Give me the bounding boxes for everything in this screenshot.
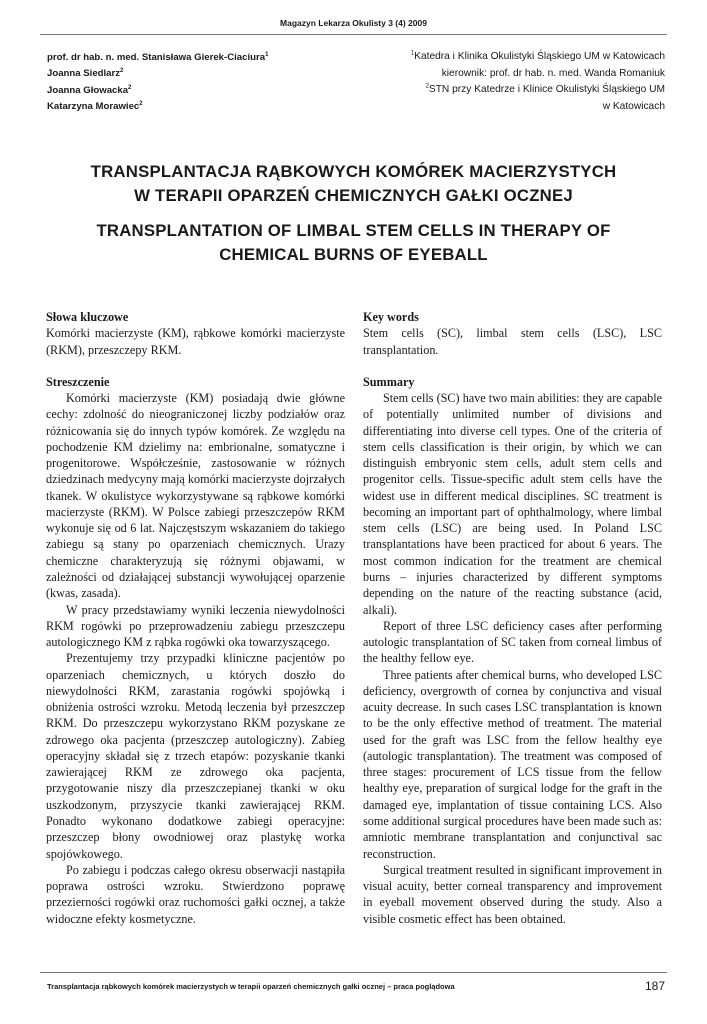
abstract-paragraph: Po zabiegu i podczas całego okresu obserwacji nastąpiła poprawa ostrości wzroku. Stwierdzono poprawę przezierności rogówki oraz ruchomości gałki ocznej, a także widoczne efekty kosmetyczne. [46, 862, 345, 926]
keywords-text: Stem cells (SC), limbal stem cells (LSC), LSC transplantation. [363, 326, 662, 357]
summary-paragraph: Stem cells (SC) have two main abilities: they are capable of potentially unlimited number of divisions and differentiating into diverse cell types. One of the criteria of stem cells classification is their origin, by which we can distinguish embryonic stem cells, adult stem cells and progenitor cells. Tissue-specific adult stem cells have the widest use in different medical disciplines. SC treatment is becoming an important part of ophthalmology, where limbal stem cells (LSC) are being used. In Poland LSC transplantations have been practiced for about 6 years. The most common indication for the treatment are chemical burns – injuries characterized by different symptoms depending on the nature of the reacting substance (acid, alkali). [363, 391, 662, 617]
column-english [363, 309, 662, 927]
affiliations [335, 49, 665, 115]
keywords-heading: Key words [363, 310, 419, 324]
journal-header: Magazyn Lekarza Okulisty 3 (4) 2009 [280, 18, 427, 28]
author-1 [47, 50, 347, 66]
author-sup: 2 [139, 100, 143, 107]
author-name: Joanna Siedlarz [47, 68, 121, 80]
abstract-paragraph: Komórki macierzyste (KM) posiadają dwie główne cechy: zdolność do nieograniczonej liczby podziałów oraz różnicowania się do innych typów komórek. Ze względu na pochodzenie KM dzielimy na: embrionalne, somatyczne i progenitorowe. Współcześnie, zastosowanie w różnych dziedzinach medycyny mają komórki macierzyste dojrzałych tkanek. W okulistyce wykorzystywane są rąbkowe komórki macierzyste (RKM). W Polsce zabiegi przeszczepów RKM wykonuje się od 6 lat. Najczęstszym wskazaniem do takiego zabiegu są stany po oparzeniach chemicznych. Urazy chemiczne charakteryzują się różnymi objawami, w zależności od działającej substancji wywołującej oparzenie (kwas, zasada). [46, 391, 345, 601]
keywords-heading: Słowa kluczowe [46, 310, 129, 324]
title-polish-line-1: TRANSPLANTACJA RĄBKOWYCH KOMÓREK MACIERZYSTYCH [90, 162, 617, 181]
header-divider [40, 34, 667, 35]
footer-divider [40, 972, 667, 973]
author-list [47, 50, 347, 115]
abstract-paragraph: W pracy przedstawiamy wyniki leczenia niewydolności RKM rogówki po przeprowadzeniu zabiegu przeszczepu autologicznego KM z rąbka rogówki oka towarzyszącego. [46, 602, 345, 650]
abstract-paragraph: Prezentujemy trzy przypadki kliniczne pacjentów po oparzeniach chemicznych, u których doszło do niewydolności RKM, zarastania rogówki spojówką i obniżenia ostrości wzroku. Metodą leczenia był przeszczep RKM. Do przeszczepu wykorzystano RKM pozyskane ze zdrowego oka pacjenta (przeszczep autologiczny). Zabieg operacyjny składał się z trzech etapów: pozyskanie tkanki zawierającej RKM ze zdrowego oka pacjenta, przygotowanie niszy dla przeszczepianej tkanki w oku uszkodzonym, przyszycie tkanki zawierającej RKM. Ponadto wykonano dodatkowe zabiegi operacyjne: przeszczep błony owodniowej oraz plastykę worka spojówkowego. [46, 651, 345, 861]
keywords-text: Komórki macierzyste (KM), rąbkowe komórki macierzyste (RKM), przeszczepy RKM. [46, 326, 345, 357]
abstract-heading: Streszczenie [46, 374, 110, 389]
summary-paragraph: Surgical treatment resulted in significant improvement in visual acuity, better corneal transparency and improvement in eyeball movement observed during the study. Also a visible cosmetic effect has been obtained. [363, 862, 662, 926]
summary-paragraph: Three patients after chemical burns, who developed LSC deficiency, overgrowth of cornea by conjunctiva and visual acuity decrease. In such cases LSC transplantation is known to be the only effective method of treatment. The material used for the graft was LSC from the fellow healthy eye (autologic transplantation). The treatment was composed of three stages: procurement of LCS tissue from the fellow healthy eye, preparation of surgical lodge for the graft in the damaged eye, implantation of tissue containing LCS. Also some additional surgical procedures have been made such as: amniotic membrane transplantation and conjunctival sac reconstruction. [363, 667, 662, 861]
affiliation-2-line-2: w Katowicach [602, 100, 665, 112]
author-name: Katarzyna Morawiec [47, 100, 140, 112]
author-name: prof. dr hab. n. med. Stanisława Gierek-Ciaciura [47, 52, 266, 63]
column-polish [46, 309, 345, 927]
author-name: Joanna Głowacka [47, 84, 129, 96]
running-title: Transplantacja rąbkowych komórek macierzystych w terapii oparzeń chemicznych gałki ocznej – praca poglądowa [47, 982, 455, 991]
title-english-line-2: CHEMICAL BURNS OF EYEBALL [219, 245, 488, 264]
author-4 [47, 99, 347, 115]
title-polish-line-2: W TERAPII OPARZEŃ CHEMICZNYCH GAŁKI OCZNEJ [134, 186, 573, 205]
affiliation-1-line-2: kierownik: prof. dr hab. n. med. Wanda Romaniuk [441, 67, 665, 79]
affiliation-sup: 1 [410, 50, 415, 57]
title-polish [0, 160, 707, 208]
summary-paragraph: Report of three LSC deficiency cases after performing autologic transplantation of SC taken from corneal limbus of the healthy fellow eye. [363, 618, 662, 666]
author-sup: 2 [120, 68, 124, 75]
affiliation-1-line-1: $^1$Katedra i Klinika Okulistyki Śląskiego UM w Katowicach [410, 50, 665, 62]
author-3 [47, 83, 347, 99]
author-sup: 2 [128, 84, 132, 91]
page-number: 187 [644, 979, 665, 993]
author-sup: 1 [265, 51, 269, 58]
author-2 [47, 66, 347, 82]
affiliation-sup: 2 [425, 83, 429, 90]
affiliation-2-line-1: $^2$STN przy Katedrze i Klinice Okulistyki Śląskiego UM [425, 83, 665, 96]
title-english-line-1: TRANSPLANTATION OF LIMBAL STEM CELLS IN THERAPY OF [96, 221, 611, 240]
summary-heading: Summary [363, 374, 415, 389]
title-english [0, 219, 707, 267]
